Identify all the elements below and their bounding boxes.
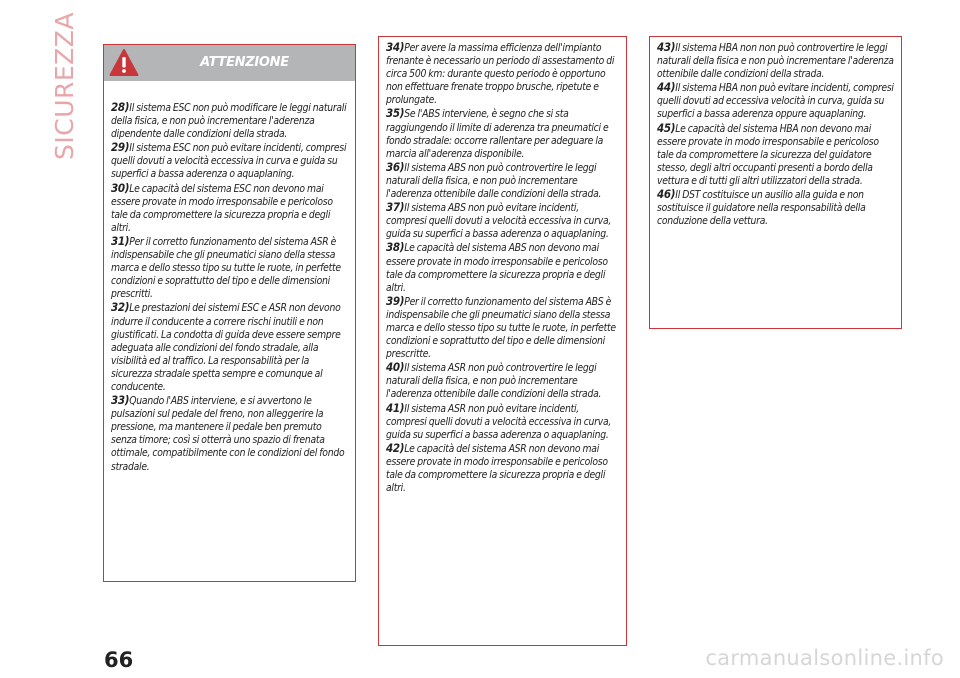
note-item (111, 235, 349, 301)
note-text: Il sistema HBA non può evitare incidenti, compresi quelli dovuti ad eccessiva velocità in curva, guida su superfici a bassa aderenza oppure aquaplaning. (657, 82, 894, 121)
note-item (386, 402, 620, 442)
note-item (657, 41, 895, 81)
note-text: Le prestazioni dei sistemi ESC e ASR non devono indurre il conducente a correre rischi inutili e non giustificati. La condotta di guida deve essere sempre adeguata alle condizioni del fondo stradale, alla visibilità ed al traffico. La responsabilità per la sicurezza stradale spetta sempre e comunque al conducente. (111, 302, 341, 393)
note-item (386, 361, 620, 401)
note-number: 29) (111, 140, 130, 155)
watermark: carmanualsonline.info (705, 646, 944, 670)
note-number: 35) (386, 106, 405, 121)
attention-box-column-1 (103, 44, 356, 582)
note-text: Il sistema ABS non può evitare incidenti, compresi quelli dovuti a velocità eccessiva in curva, guida su superfici a bassa aderenza o aquaplaning. (386, 202, 612, 241)
attention-title: ATTENZIONE (200, 55, 289, 70)
attention-box-column-3 (649, 36, 902, 329)
section-title (50, 11, 80, 160)
note-number: 32) (111, 300, 130, 315)
note-item (111, 141, 349, 181)
notes-column-3 (650, 37, 901, 228)
note-item (386, 241, 620, 294)
notes-column-1 (104, 81, 355, 474)
note-text: Il sistema ASR non può controvertire le leggi naturali della fisica, e non può incrementare l'aderenza ottenibile dalle condizioni della strada. (386, 362, 602, 401)
note-text: Il DST costituisce un ausilio alla guida e non sostituisce il guidatore nella responsabilità della conduzione della vettura. (657, 189, 866, 228)
note-number: 40) (386, 360, 405, 375)
attention-header (104, 45, 355, 81)
note-item (386, 107, 620, 160)
note-text: Per il corretto funzionamento del sistema ABS è indispensabile che gli pneumatici siano della stessa marca e dello stesso tipo su tutte le ruote, in perfette condizioni e soprattutto del tipo e delle dimensioni prescritte. (386, 295, 616, 361)
note-item (657, 122, 895, 188)
note-text: Le capacità del sistema ESC non devono mai essere provate in modo irresponsabile e pericoloso tale da compromettere la sicurezza propria e degli altri. (111, 182, 333, 234)
note-number: 39) (386, 293, 405, 308)
note-item (657, 81, 895, 121)
note-number: 45) (657, 120, 676, 135)
note-text: Se l'ABS interviene, è segno che si sta raggiungendo il limite di aderenza tra pneumatici e fondo stradale: occorre rallentare per adeguare la marcia all'aderenza disponibile. (386, 108, 609, 160)
note-item (111, 182, 349, 235)
note-text: Il sistema ABS non può controvertire le leggi naturali della fisica, e non può incrementare l'aderenza ottenibile dalle condizioni della strada. (386, 161, 602, 201)
note-number: 42) (386, 440, 405, 455)
note-number: 36) (386, 159, 405, 174)
note-item (657, 188, 895, 228)
note-item (386, 41, 620, 107)
note-text: Quando l'ABS interviene, e si avvertono le pulsazioni sul pedale del freno, non alleggerire la pressione, ma mantenere il pedale ben premuto senza timore; così si otterrà uno spazio di frenata ottimale, compatibilmente con le condizioni del fondo stradale. (111, 395, 345, 473)
note-text: Il sistema ESC non può modificare le leggi naturali della fisica, e non può incrementare l'aderenza dipendente dalle condizioni della strada. (111, 102, 347, 141)
note-text: Le capacità del sistema ABS non devono mai essere provate in modo irresponsabile e pericoloso tale da compromettere la sicurezza propria e degli altri. (386, 242, 608, 294)
note-number: 28) (111, 100, 130, 114)
note-text: Il sistema ESC non può evitare incidenti, compresi quelli dovuti a velocità eccessiva in curva e guida su superfici a bassa aderenza o aquaplaning. (111, 142, 347, 181)
note-item (386, 201, 620, 241)
note-number: 38) (386, 240, 405, 255)
note-item (386, 295, 620, 361)
note-item (111, 394, 349, 474)
note-item (386, 161, 620, 201)
note-text: Per il corretto funzionamento del sistema ASR è indispensabile che gli pneumatici siano della stessa marca e dello stesso tipo su tutte le ruote, in perfette condizioni e soprattutto del tipo e delle dimensioni prescritti. (111, 235, 341, 301)
note-text: Per avere la massima efficienza dell'impianto frenante è necessario un periodo di assestamento di circa 500 km: durante questo periodo è opportuno non effettuare frenate troppo brusche, ripetute e prolungate. (386, 42, 615, 107)
note-number: 31) (111, 233, 130, 248)
notes-column-2 (379, 37, 626, 495)
note-item (111, 301, 349, 394)
note-number: 46) (657, 187, 676, 202)
note-number: 44) (657, 80, 676, 95)
note-text: Le capacità del sistema HBA non devono mai essere provate in modo irresponsabile e pericoloso tale da compromettere la sicurezza del guidatore stesso, degli altri occupanti presenti a bordo della vettura e di tutti gli altri utilizzatori della strada. (657, 122, 879, 187)
note-text: Il sistema ASR non può evitare incidenti, compresi quelli dovuti a velocità eccessiva in curva, guida su superfici a bassa aderenza o aquaplaning. (386, 402, 612, 441)
note-text: Il sistema HBA non non può controvertire le leggi naturali della fisica e non può incrementare l'aderenza ottenibile dalle condizioni della strada. (657, 42, 894, 81)
page-number: 66 (104, 648, 134, 672)
note-text: Le capacità del sistema ASR non devono mai essere provate in modo irresponsabile e pericoloso tale da compromettere la sicurezza propria e degli altri. (386, 442, 608, 495)
note-number: 33) (111, 393, 130, 408)
note-number: 30) (111, 180, 130, 195)
note-number: 41) (386, 400, 405, 415)
note-number: 37) (386, 200, 405, 215)
note-number: 34) (386, 40, 405, 54)
note-item (111, 101, 349, 141)
note-item (386, 442, 620, 495)
attention-box-column-2 (378, 36, 627, 646)
section-title-text: SICUREZZA (50, 11, 79, 160)
note-number: 43) (657, 40, 676, 54)
